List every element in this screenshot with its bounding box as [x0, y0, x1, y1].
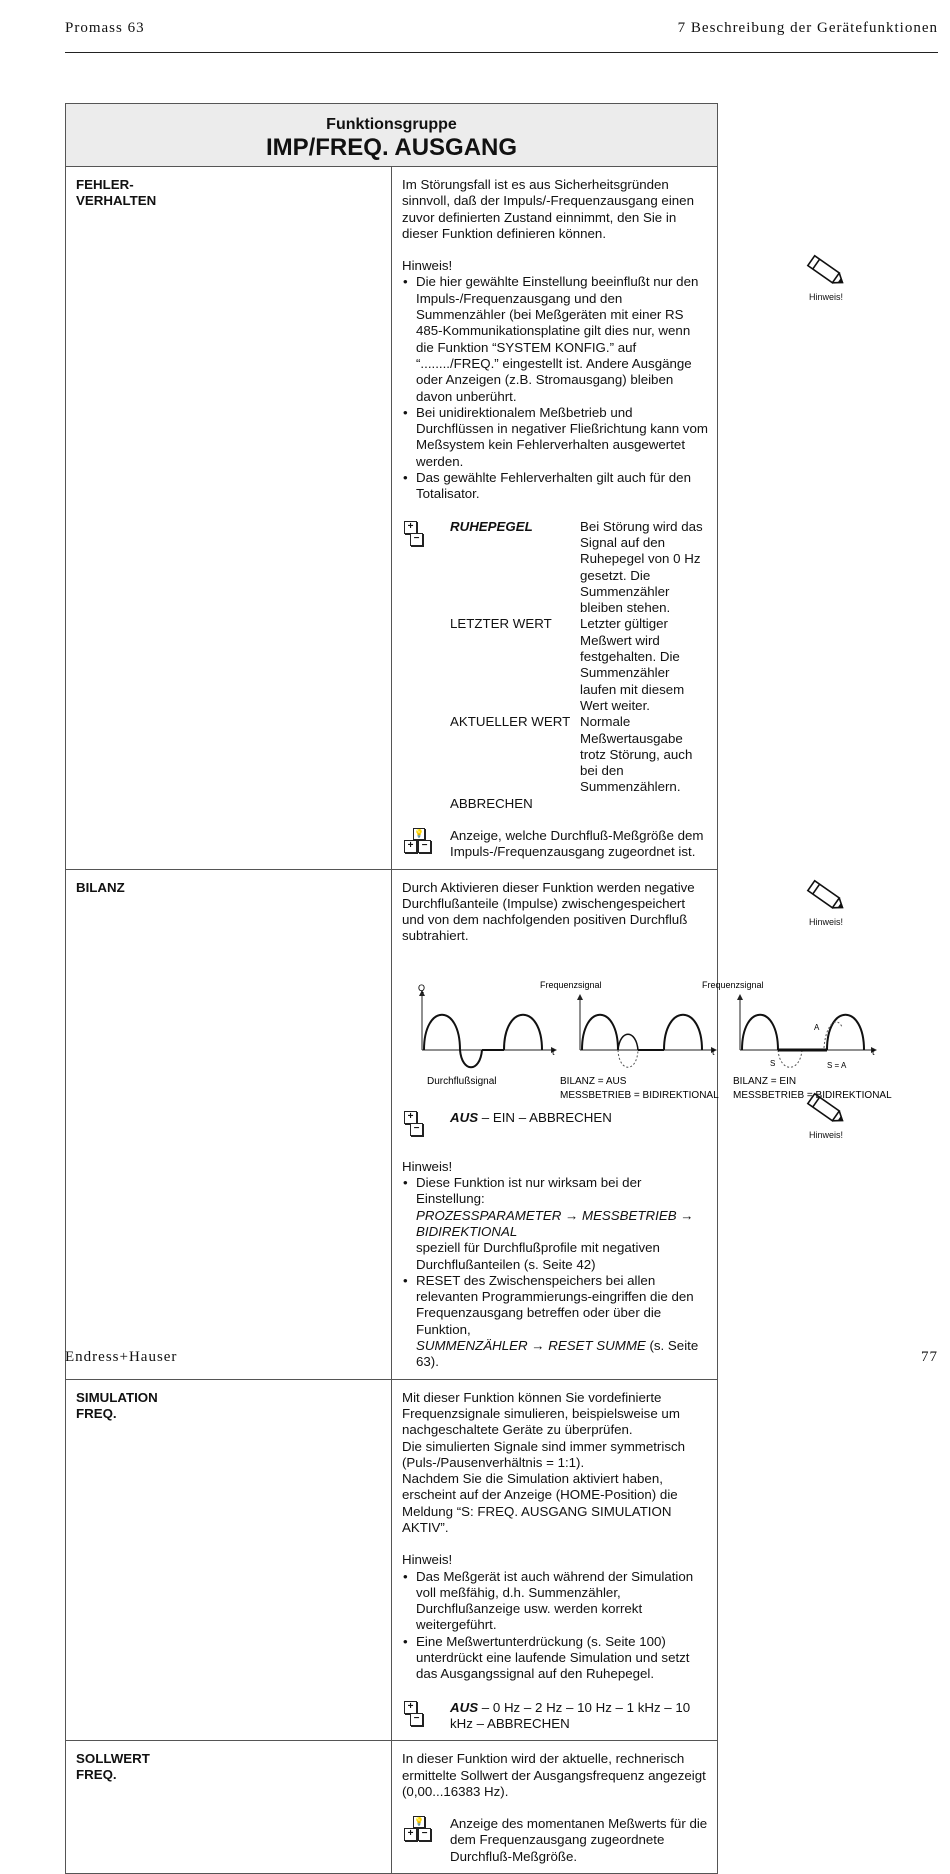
option-desc: Bei Störung wird das Signal auf den Ruhepegel von 0 Hz gesetzt. Die Summenzähler bleiben stehen.	[580, 518, 703, 616]
list-item: • Diese Funktion ist nur wirksam bei der Einstellung: PROZESSPARAMETER → MESSBETRIEB → BIDIREKTIONAL speziell für Durchflußprofile mit negativen Durchflußanteilen (s. Seite 42)	[402, 1175, 709, 1273]
hinweis-label: Hinweis!	[402, 258, 453, 274]
group-label: Funktionsgruppe	[326, 116, 457, 133]
axis-label-t: t	[872, 1046, 875, 1057]
list-item: • Eine Meßwertunterdrückung (s. Seite 100) unterdrückt eine laufende Simulation und setzt das Ausgangssignal auf den Ruhepegel.	[402, 1634, 709, 1683]
function-name: BILANZ	[66, 869, 392, 1379]
hinweis-note: Hinweis!	[800, 252, 852, 302]
display-block: 💡 + − Anzeige des momentanen Meßwerts für die dem Frequenzausgang zugeordnete Durchfluß-Meßgröße.	[402, 1816, 709, 1865]
option-desc: Letzter gültiger Meßwert wird festgehalten. Die Summenzähler laufen mit diesem Wert weiter.	[580, 616, 685, 713]
caption-durchfluss: Durchflußsignal	[427, 1075, 497, 1087]
caption-messbetrieb: MESSBETRIEB = BIDIREKTIONAL	[560, 1089, 719, 1101]
table-header	[66, 104, 718, 167]
axis-label-q: Q	[418, 982, 426, 993]
function-name: FEHLER- VERHALTEN	[66, 167, 392, 870]
caption-bilanz-aus: BILANZ = AUS	[560, 1075, 627, 1087]
plus-minus-keys-icon: + −	[402, 1699, 422, 1731]
option-block	[402, 1109, 709, 1141]
caption-messbetrieb: MESSBETRIEB = BIDIREKTIONAL	[733, 1089, 892, 1101]
option-name: LETZTER WERT	[450, 616, 552, 632]
hinweis-label: Hinweis!	[402, 1552, 453, 1568]
function-description: Mit dieser Funktion können Sie vordefinierte Frequenzsignale simulieren, beispielsweise um nachgeschaltete Geräte zu überprüfen. Die simulierten Signale sind immer symmetrisch (Puls-/Pausenverhältnis = 1:1). Nachdem Sie die Simulation aktiviert haben, erscheint auf der Anzeige (HOME-Position) die Meldung “S: FREQ. AUSGANG SIMULATION AKTIV”. Hinweis! • Das Meßgerät ist auch während der Simulation voll meßfähig, d.h. Summenzähler, Durchflußanzeige usw. werden korrekt weitergeführt. • Eine Meßwertunterdrückung (s. Seite 100) unterdrückt eine laufende Simulation und setzt das Ausgangssignal auf den Ruhepegel. + − AUS – 0 Hz – 2 Hz – 10 Hz – 1 kHz – 10 kHz – ABBRECHEN	[392, 1379, 718, 1741]
plus-minus-keys-icon: + −	[402, 519, 422, 551]
list-item: • Das gewählte Fehlerverhalten gilt auch für den Totalisator.	[402, 470, 709, 503]
bullet-list	[402, 1569, 709, 1683]
function-description: In dieser Funktion wird der aktuelle, rechnerisch ermittelte Sollwert der Ausgangsfrequenz angezeigt (0,00...16383 Hz). 💡 + − Anzeige des momentanen Meßwerts für die dem Frequenzausgang zugeordnete Durchfluß-Meßgröße.	[392, 1741, 718, 1874]
option-list: – EIN – ABBRECHEN	[478, 1109, 612, 1125]
option-default: RUHEPEGEL	[450, 518, 533, 534]
function-description: Im Störungsfall ist es aus Sicherheitsgründen sinnvoll, daß der Impuls/-Frequenzausgang einen zuvor definierten Zustand einnimmt, den Sie in dieser Funktion definieren können. Hinweis! • Die hier gewählte Einstellung beeinflußt nur den Impuls-/Frequenzausgang und den Summenzähler (bei Meßgeräten mit einer RS 485-Kommunikationsplatine gilt dies nur, wenn die Funktion “SYSTEM KONFIG.” auf “......../FREQ.” eingestellt ist. Andere Ausgänge oder Anzeigen (z.B. Stromausgang) bleiben davon unberührt. • Bei unidirektionalem Meßbetrieb und Durchflüssen in negativer Fließrichtung kann vom Meßsystem kein Fehlerverhalten ausgewertet werden. • Das gewählte Fehlerverhalten gilt auch für den Totalisator. + − RUHEPEGEL Bei Störung wird das Signal auf den Ruhepegel von 0 Hz gesetzt. Die Summenzähler bleiben stehen. LETZTER WERT Letzter gültiger Meßwert wird festgehalten. Die Summenzähler laufen mit diesem Wert weiter. AKTUELLER WERT Normale Meßwertausgabe trotz Störung, auch bei den Summenzählern. ABBRECHEN 💡 + − Anzeige, welche Durchfluß-Meßgröße dem Impuls-/Frequenzausgang zugeordnet ist.	[392, 167, 718, 870]
option-desc: Normale Meßwertausgabe trotz Störung, auch bei den Summenzählern.	[580, 714, 693, 795]
page-number: 77	[921, 1349, 938, 1365]
option-list: – 0 Hz – 2 Hz – 10 Hz – 1 kHz – 10 kHz – ABBRECHEN	[450, 1699, 691, 1731]
pencil-icon	[802, 252, 850, 290]
option-name: ABBRECHEN	[450, 795, 533, 811]
list-item: • Bei unidirektionalem Meßbetrieb und Durchflüssen in negativer Fließrichtung kann vom Meßsystem kein Fehlerverhalten ausgewertet werden.	[402, 405, 709, 470]
freq-label: Frequenzsignal	[702, 979, 764, 990]
group-title: IMP/FREQ. AUSGANG	[265, 134, 518, 161]
table-row	[66, 167, 718, 870]
running-header-right: 7 Beschreibung der Gerätefunktionen	[677, 20, 938, 36]
list-item: • Das Meßgerät ist auch während der Simulation voll meßfähig, d.h. Summenzähler, Durchflußanzeige usw. werden korrekt weitergeführt.	[402, 1569, 709, 1634]
list-item: • Die hier gewählte Einstellung beeinflußt nur den Impuls-/Frequenzausgang und den Summenzähler (bei Meßgeräten mit einer RS 485-Kommunikationsplatine gilt dies nur, wenn die Funktion “SYSTEM KONFIG.” auf “......../FREQ.” eingestellt ist. Andere Ausgänge oder Anzeigen (z.B. Stromausgang) bleiben davon unberührt.	[402, 274, 709, 404]
option-block	[402, 519, 709, 812]
footer-brand: Endress+Hauser	[65, 1349, 178, 1365]
hinweis-label: Hinweis!	[402, 1158, 453, 1174]
axis-label-t: t	[712, 1046, 715, 1057]
function-name: SIMULATION FREQ.	[66, 1379, 392, 1741]
axis-label-t: t	[552, 1046, 555, 1057]
hinweis-note: Hinweis!	[800, 1090, 852, 1140]
option-default: AUS	[450, 1109, 479, 1125]
display-keys-icon: 💡 + −	[402, 828, 442, 856]
function-group-table	[65, 103, 892, 1874]
header-rule	[65, 52, 938, 53]
hinweis-note: Hinweis!	[800, 877, 852, 927]
list-item: • RESET des Zwischenspeichers bei allen relevanten Programmierungs-eingriffen die den Frequenzausgang betreffen oder über die Funktion, SUMMENZÄHLER → RESET SUMME (s. Seite 63).	[402, 1273, 709, 1371]
label-s: S	[770, 1058, 776, 1068]
option-default: AUS	[450, 1699, 479, 1715]
caption-bilanz-ein: BILANZ = EIN	[733, 1075, 797, 1087]
freq-label: Frequenzsignal	[540, 979, 602, 990]
display-keys-icon: 💡 + −	[402, 1816, 442, 1844]
display-block: 💡 + − Anzeige, welche Durchfluß-Meßgröße dem Impuls-/Frequenzausgang zugeordnet ist.	[402, 828, 709, 861]
table-row	[66, 1741, 718, 1874]
bilanz-signal-diagram	[402, 955, 902, 1101]
function-name: SOLLWERT FREQ.	[66, 1741, 392, 1874]
table-row	[66, 869, 718, 1379]
pencil-icon	[802, 1090, 850, 1128]
table-row	[66, 1379, 718, 1741]
bullet-list	[402, 1175, 709, 1371]
option-block	[402, 1699, 709, 1733]
bullet-list	[402, 274, 709, 502]
plus-minus-keys-icon: + −	[402, 1109, 422, 1141]
function-description: Durch Aktivieren dieser Funktion werden negative Durchflußanteile (Impulse) zwischengespeichert und von dem nachfolgenden positiven Durchfluß subtrahiert. Q t Durchflußsignal Frequenzsignal t BILANZ = AUS MESSBETRIEB = BIDIREKTIONAL Frequenzsignal t A S S = A BILANZ = EIN MESSBETRIEB = BIDIREKTIONAL + − AUS – EIN – ABBRECHEN Hinweis! • Diese Funktion ist nur wirksam bei der Einstellung: PROZESSPARAMETER → MESSBETRIEB → BIDIREKTIONAL speziell für Durchflußprofile mit negativen Durchflußanteilen (s. Seite 42) • RESET des Zwischenspeichers bei allen relevanten Programmierungs-eingriffen die den Frequenzausgang betreffen oder über die Funktion, SUMMENZÄHLER → RESET SUMME (s. Seite 63).	[392, 869, 718, 1379]
option-name: AKTUELLER WERT	[450, 714, 571, 730]
label-s-equals-a: S = A	[827, 1060, 847, 1070]
running-header-left: Promass 63	[65, 20, 145, 36]
pencil-icon	[802, 877, 850, 915]
label-a: A	[814, 1022, 820, 1032]
